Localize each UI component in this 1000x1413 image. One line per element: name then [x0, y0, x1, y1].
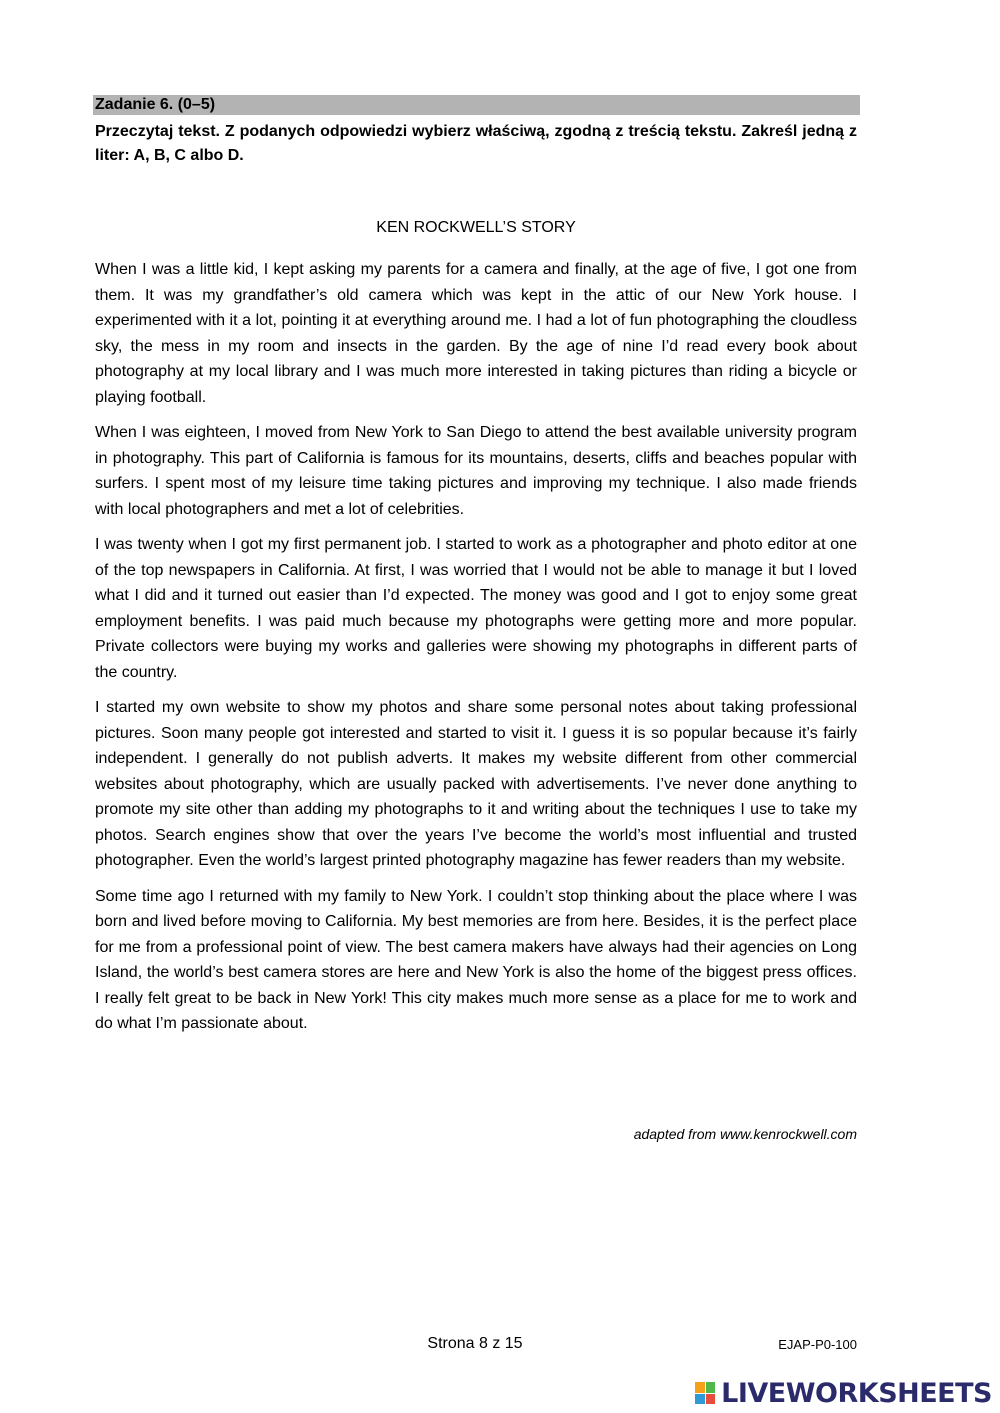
story-paragraph: I started my own website to show my photos and share some personal notes about taking professional pictures. Soon many people got interested and started to visit it. I guess it is so popular because it’s fairly independent. I generally do not publish adverts. It makes my website different from other commercial websites about photography, which are usually packed with advertisements. I’ve never done anything to promote my site other than adding my photographs to it and writing about the techniques I use to take my photos. Search engines show that over the years I’ve become the world’s most influential and trusted photographer. Even the world’s largest printed photography magazine has fewer readers than my website. [95, 699, 857, 869]
story-paragraph: I was twenty when I got my first permanent job. I started to work as a photographer and photo editor at one of the top newspapers in California. At first, I was worried that I would not be able to manage it but I loved what I did and it turned out easier than I’d expected. The money was good and I got to enjoy some great employment benefits. I was paid much because my photographs were getting more and more popular. Private collectors were buying my works and galleries were showing my photographs in different parts of the country. [95, 536, 857, 681]
liveworksheets-logo[interactable] [695, 1378, 992, 1408]
task-instruction: Przeczytaj tekst. Z podanych odpowiedzi wybierz właściwą, zgodną z treścią tekstu. Zakreśl jedną z liter: A, B, C albo D. [95, 123, 857, 164]
logo-square-1 [695, 1382, 705, 1393]
story-text [95, 257, 857, 1047]
source-attribution: adapted from www.kenrockwell.com [633, 1126, 857, 1142]
logo-square-2 [706, 1382, 716, 1393]
story-paragraph: When I was a little kid, I kept asking my parents for a camera and finally, at the age of five, I got one from them. It was my grandfather’s old camera which was kept in the attic of our New York house. I experimented with it a lot, pointing it at everything around me. I had a lot of fun photographing the cloudless sky, the mess in my room and insects in the garden. By the age of nine I’d read every book about photography at my local library and I was much more interested in taking pictures than riding a bicycle or playing football. [95, 261, 857, 406]
exam-code: EJAP-P0-100 [778, 1337, 857, 1352]
story-paragraph: When I was eighteen, I moved from New York to San Diego to attend the best available university program in photography. This part of California is famous for its mountains, deserts, cliffs and beaches popular with surfers. I spent most of my leisure time taking pictures and improving my technique. I also made friends with local photographers and met a lot of celebrities. [95, 424, 857, 518]
page-number: Strona 8 z 15 [427, 1335, 523, 1352]
liveworksheets-wordmark: LIVEWORKSHEETS [721, 1377, 992, 1409]
task-title: Zadanie 6. (0–5) [95, 96, 216, 113]
liveworksheets-icon [695, 1382, 715, 1404]
logo-square-4 [706, 1394, 716, 1405]
logo-square-3 [695, 1394, 705, 1405]
story-paragraph: Some time ago I returned with my family to New York. I couldn’t stop thinking about the place where I was born and lived before moving to California. My best memories are from here. Besides, it is the perfect place for me from a professional point of view. The best camera makers have always had their agencies on Long Island, the world’s best camera stores are here and New York is also the home of the biggest press offices. I really felt great to be back in New York! This city makes much more sense as a place for me to work and do what I’m passionate about. [95, 887, 857, 1032]
story-title: KEN ROCKWELL’S STORY [376, 219, 576, 236]
